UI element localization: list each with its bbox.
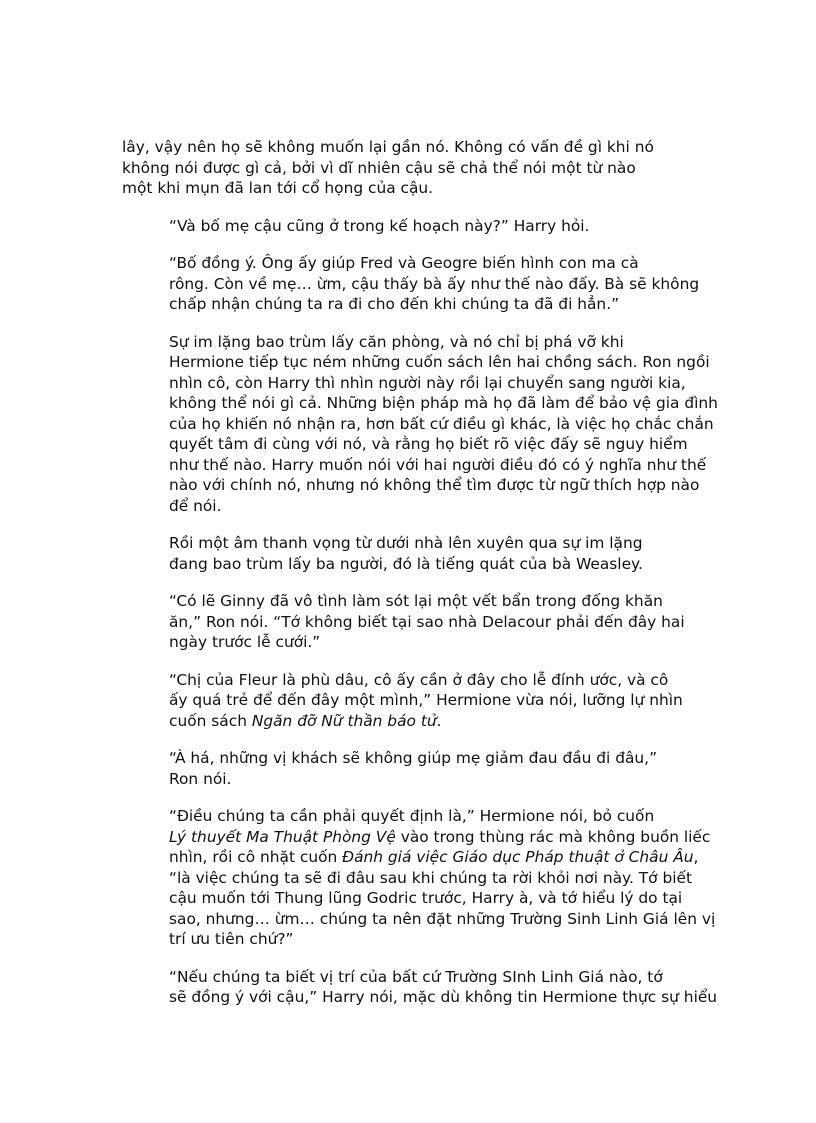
- text-line: của họ khiến nó nhận ra, hơn bất cứ điều gì khác, là việc họ chắc chắn: [169, 414, 714, 433]
- text-line: [122, 847, 698, 868]
- text-line: “Có lẽ Ginny đã vô tình làm sót lại một vết bẩn trong đống khăn: [169, 592, 663, 610]
- text-line: sẽ đồng ý với cậu,” Harry nói, mặc dù không tin Hermione thực sự hiểu: [169, 988, 718, 1006]
- text-line: [122, 827, 711, 848]
- book-title: Ngăn đỡ Nữ thần báo tử: [251, 711, 437, 730]
- text-run: nhìn, rồi cô nhặt cuốn: [169, 848, 343, 866]
- text-run: cuốn sách: [169, 711, 252, 730]
- text-line: đang bao trùm lấy ba người, đó là tiếng quát của bà Weasley.: [169, 554, 643, 573]
- text-line: trí ưu tiên chứ?”: [169, 930, 294, 948]
- paragraph-3: [122, 253, 698, 315]
- text-line: Ron nói.: [169, 769, 232, 788]
- text-line: để nói.: [169, 496, 222, 515]
- text-line: ấy quá trẻ để đến đây một mình,” Hermione vừa nói, lưỡng lự nhìn: [169, 691, 683, 709]
- book-title: Lý thuyết Ma Thuật Phòng Vệ: [169, 827, 396, 846]
- page-text: [122, 137, 718, 1025]
- text-line: “Và bố mẹ cậu cũng ở trong kế hoạch này?” Harry hỏi.: [169, 216, 590, 235]
- text-run: .: [436, 711, 442, 730]
- paragraph-10: [122, 967, 718, 1008]
- paragraph-6: [122, 591, 698, 653]
- text-line: “Nếu chúng ta biết vị trí của bất cứ Trường SInh Linh Giá nào, tớ: [169, 967, 663, 986]
- paragraph-1: [122, 137, 698, 199]
- text-line: “là việc chúng ta sẽ đi đâu sau khi chúng ta rời khỏi nơi này. Tớ biết: [169, 868, 693, 887]
- text-line: “Chị của Fleur là phù dâu, cô ấy cần ở đây cho lễ đính ước, và cô: [169, 670, 669, 689]
- text-line: “Bố đồng ý. Ông ấy giúp Fred và Geogre biến hình con ma cà: [169, 254, 639, 272]
- text-line: Sự im lặng bao trùm lấy căn phòng, và nó chỉ bị phá vỡ khi: [169, 332, 624, 351]
- text-line: ăn,” Ron nói. “Tớ không biết tại sao nhà Delacour phải đến đây hai: [169, 612, 685, 631]
- text-line: Rồi một âm thanh vọng từ dưới nhà lên xuyên qua sự im lặng: [169, 534, 643, 552]
- text-line: ngày trước lễ cưới.”: [169, 633, 321, 651]
- text-line: một khi mụn đã lan tới cổ họng của cậu.: [122, 179, 434, 197]
- text-line: nhìn cô, còn Harry thì nhìn người này rồi lại chuyển sang người kia,: [169, 373, 686, 392]
- text-line: quyết tâm đi cùng với nó, và rằng họ biết rõ việc đấy sẽ nguy hiểm: [169, 435, 688, 453]
- paragraph-5: [122, 533, 698, 574]
- text-line: “Điều chúng ta cần phải quyết định là,” Hermione nói, bỏ cuốn: [169, 807, 655, 825]
- text-line: như thế nào. Harry muốn nói với hai người điều đó có ý nghĩa như thế: [169, 455, 707, 474]
- text-line: cậu muốn tới Thung lũng Godric trước, Harry à, và tớ hiểu lý do tại: [169, 889, 683, 907]
- text-line: rông. Còn về mẹ… ừm, cậu thấy bà ấy như thế nào đấy. Bà sẽ không: [169, 274, 700, 293]
- text-line: nào với chính nó, nhưng nó không thể tìm được từ ngữ thích hợp nào: [169, 476, 700, 494]
- text-line: không nói được gì cả, bởi vì dĩ nhiên cậu sẽ chả thể nói một từ nào: [122, 158, 636, 177]
- paragraph-8: [122, 748, 698, 789]
- paragraph-7: [122, 670, 698, 732]
- text-run: vào trong thùng rác mà không buồn liếc: [395, 827, 711, 846]
- text-line: lây, vậy nên họ sẽ không muốn lại gần nó. Không có vấn đề gì khi nó: [122, 138, 654, 156]
- text-run: ,: [693, 848, 699, 866]
- text-line: [122, 711, 698, 732]
- text-line: chấp nhận chúng ta ra đi cho đến khi chúng ta đã đi hẳn.”: [169, 295, 620, 313]
- text-line: không thể nói gì cả. Những biện pháp mà họ đã làm để bảo vệ gia đình: [169, 394, 718, 412]
- paragraph-4: [122, 332, 718, 517]
- text-line: “À há, những vị khách sẽ không giúp mẹ giảm đau đầu đi đâu,”: [169, 749, 658, 767]
- text-line: Hermione tiếp tục ném những cuốn sách lên hai chồng sách. Ron ngồi: [169, 353, 710, 371]
- book-title: Đánh giá việc Giáo dục Pháp thuật ở Châu Âu: [342, 848, 694, 866]
- paragraph-2: [122, 216, 698, 237]
- paragraph-9: [122, 806, 716, 950]
- text-line: sao, nhưng… ừm… chúng ta nên đặt những Trường Sinh Linh Giá lên vị: [169, 909, 716, 928]
